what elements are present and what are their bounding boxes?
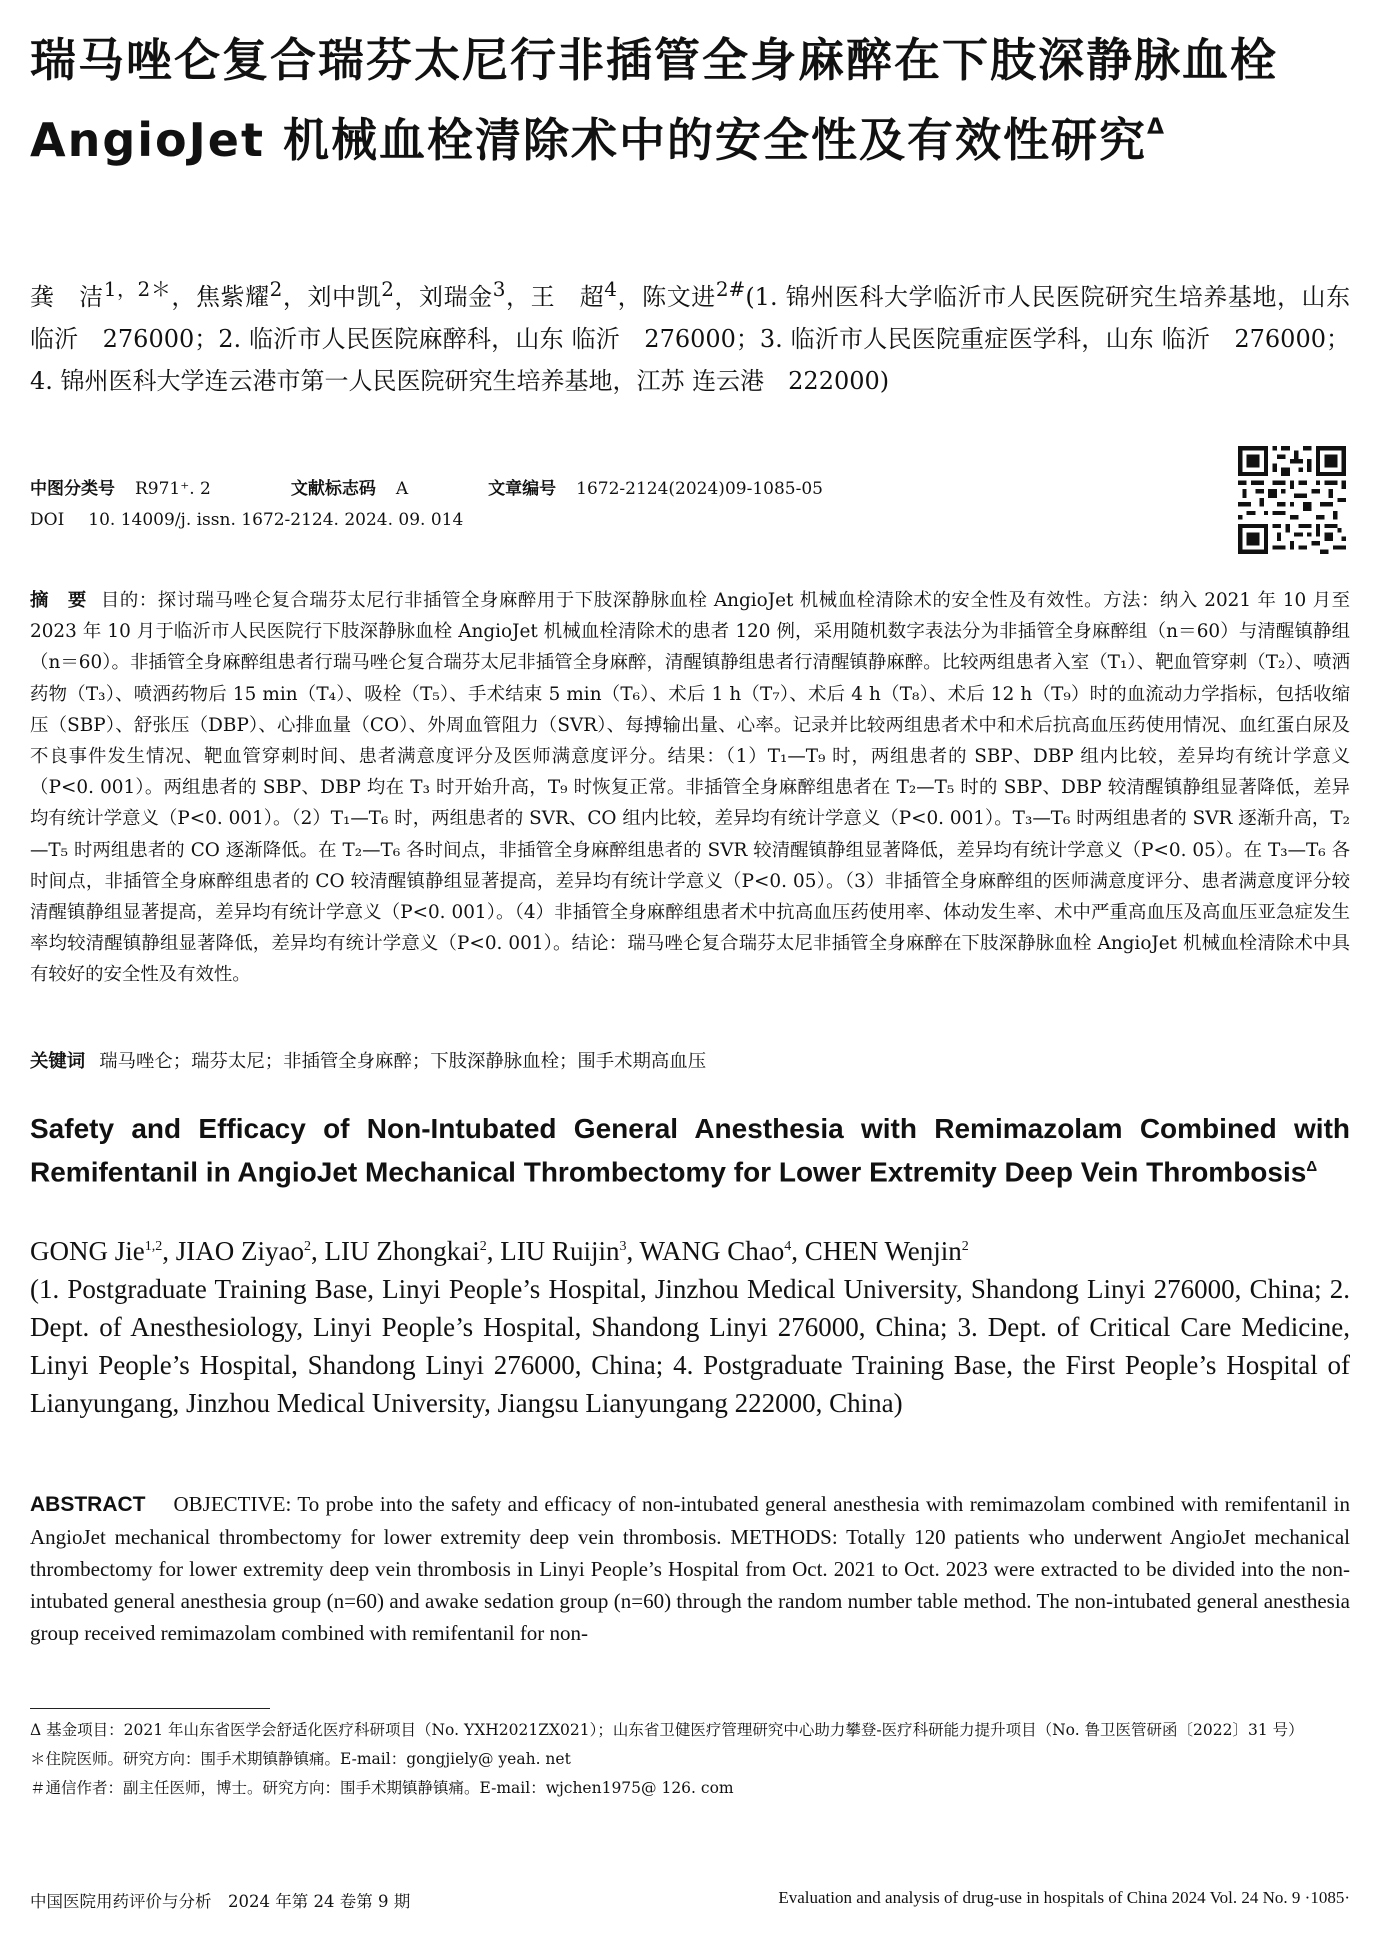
article-number-label: 文章编号 <box>488 479 557 499</box>
english-abstract-label: ABSTRACT <box>30 1493 146 1516</box>
author-name: ，刘瑞金 <box>393 283 493 311</box>
corresponding-author-footnote: ＃通信作者：副主任医师，博士。研究方向：围手术期镇静镇痛。E-mail：wjchen1975@ 126. com <box>30 1779 734 1797</box>
author-affiliation-mark: 2 <box>303 1239 311 1254</box>
author-affiliation-mark: 1,2 <box>144 1239 163 1254</box>
author-affiliation-mark: 4 <box>604 277 618 301</box>
doi-value: 10. 14009/j. issn. 1672-2124. 2024. 09. 014 <box>88 510 464 530</box>
document-code-value: A <box>395 479 409 499</box>
author-name: , CHEN Wenjin <box>791 1236 962 1266</box>
english-authors <box>30 1228 1350 1422</box>
qr-code[interactable] <box>1238 446 1346 554</box>
abstract-label: 摘 要 <box>30 590 87 611</box>
fund-mark: Δ <box>1146 115 1166 140</box>
fund-mark: Δ <box>1306 1158 1318 1175</box>
chinese-authors <box>30 268 1350 402</box>
author-affiliation-mark: 2# <box>715 277 746 301</box>
footnote-divider <box>30 1708 270 1709</box>
chinese-abstract <box>30 585 1350 991</box>
footnotes <box>30 1716 1350 1803</box>
chinese-abstract-text: 目的：探讨瑞马唑仑复合瑞芬太尼行非插管全身麻醉用于下肢深静脉血栓 AngioJet 机械血栓清除术的安全性及有效性。方法：纳入 2021 年 10 月至 2023 年 10 月于临沂市人民医院行下肢深静脉血栓 AngioJet 机械血栓清除术的患者 120 例，采用随机数字表法分为非插管全身麻醉组（n＝60）与清醒镇静组（n＝60）。非插管全身麻醉组患者行瑞马唑仑复合瑞芬太尼非插管全身麻醉，清醒镇静组患者行清醒镇静麻醉。比较两组患者入室（T₁）、靶血管穿刺（T₂）、喷洒药物（T₃）、喷洒药物后 15 min（T₄）、吸栓（T₅）、手术结束 5 min（T₆）、术后 1 h（T₇）、术后 4 h（T₈）、术后 12 h（T₉）时的血流动力学指标，包括收缩压（SBP）、舒张压（DBP）、心排血量（CO）、外周血管阻力（SVR）、每搏输出量、心率。记录并比较两组患者术中和术后抗高血压药使用情况、血红蛋白尿及不良事件发生情况、靶血管穿刺时间、患者满意度评分及医师满意度评分。结果：（1）T₁—T₉ 时，两组患者的 SBP、DBP 组内比较，差异均有统计学意义（P<0. 001）。两组患者的 SBP、DBP 均在 T₃ 时开始升高，T₉ 时恢复正常。非插管全身麻醉组患者在 T₂—T₅ 时的 SBP、DBP 较清醒镇静组显著降低，差异均有统计学意义（P<0. 001）。（2）T₁—T₆ 时，两组患者的 SVR、CO 组内比较，差异均有统计学意义（P<0. 001）。T₃—T₆ 时两组患者的 SVR 逐渐升高，T₂—T₅ 时两组患者的 CO 逐渐降低。在 T₂—T₆ 各时间点，非插管全身麻醉组患者的 SVR 较清醒镇静组显著降低，差异均有统计学意义（P<0. 05）。在 T₃—T₆ 各时间点，非插管全身麻醉组患者的 CO 较清醒镇静组显著提高，差异均有统计学意义（P<0. 05）。（3）非插管全身麻醉组的医师满意度评分、患者满意度评分较清醒镇静组显著提高，差异均有统计学意义（P<0. 001）。（4）非插管全身麻醉组患者术中抗高血压药使用率、体动发生率、术中严重高血压及高血压亚急症发生率均较清醒镇静组显著降低，差异均有统计学意义（P<0. 001）。结论：瑞马唑仑复合瑞芬太尼非插管全身麻醉在下肢深静脉血栓 AngioJet 机械血栓清除术中具有较好的安全性及有效性。 <box>30 590 1350 986</box>
author-name: ，王 超 <box>505 283 605 311</box>
author-affiliation-mark: 3 <box>492 277 506 301</box>
doi-line <box>30 510 463 530</box>
english-affiliations: (1. Postgraduate Training Base, Linyi People’s Hospital, Jinzhou Medical University, Shandong Linyi 276000, China; 2. Dept. of Anesthesiology, Linyi People’s Hospital, Shandong Linyi 276000, China; 3. Dept. of Critical Care Medicine, Linyi People’s Hospital, Shandong Linyi 276000, China; 4. Postgraduate Training Base, the First People’s Hospital of Lianyungang, Jinzhou Medical University, Jiangsu Lianyungang 222000, China) <box>30 1274 1350 1418</box>
chinese-affiliations: (1. 锦州医科大学临沂市人民医院研究生培养基地，山东 临沂 276000；2. 临沂市人民医院麻醉科，山东 临沂 276000；3. 临沂市人民医院重症医学科，山东 临沂 276000；4. 锦州医科大学连云港市第一人民医院研究生培养基地，江苏 连云港 222000) <box>30 283 1351 395</box>
keywords-text: 瑞马唑仑；瑞芬太尼；非插管全身麻醉；下肢深静脉血栓；围手术期高血压 <box>99 1051 707 1072</box>
classification-line <box>30 474 823 499</box>
first-author-footnote: ＊住院医师。研究方向：围手术期镇静镇痛。E-mail：gongjiely@ yeah. net <box>30 1750 571 1768</box>
journal-name-cn: 中国医院用药评价与分析 2024 年第 24 卷第 9 期 <box>30 1892 411 1911</box>
document-code-label: 文献标志码 <box>290 479 376 499</box>
author-affiliation-mark: 2 <box>381 277 394 301</box>
author-name: , LIU Ruijin <box>486 1236 620 1266</box>
author-affiliation-mark: 1，2＊ <box>103 277 172 301</box>
clc-label: 中图分类号 <box>30 479 115 499</box>
chinese-title <box>30 26 1350 174</box>
author-name: , LIU Zhongkai <box>310 1236 480 1266</box>
journal-name-en: Evaluation and analysis of drug-use in hospitals of China 2024 Vol. 24 No. 9 ·1085· <box>778 1888 1350 1907</box>
author-affiliation-mark: 3 <box>619 1239 627 1254</box>
article-number-value: 1672-2124(2024)09-1085-05 <box>576 479 823 499</box>
author-affiliation-mark: 2 <box>479 1239 487 1254</box>
author-name: GONG Jie <box>30 1236 145 1266</box>
english-abstract <box>30 1488 1350 1649</box>
english-title <box>30 1110 1350 1191</box>
english-title-text: Safety and Efficacy of Non-Intubated General Anesthesia with Remimazolam Combined with Remifentanil in AngioJet Mechanical Thrombectomy for Lower Extremity Deep Vein Thrombosis <box>30 1113 1350 1188</box>
author-name: 龚 洁 <box>30 283 104 311</box>
keywords-label: 关键词 <box>30 1051 86 1072</box>
author-name: , WANG Chao <box>626 1236 785 1266</box>
author-name: , JIAO Ziyao <box>162 1236 304 1266</box>
clc-value: R971⁺. 2 <box>135 479 211 499</box>
english-abstract-text: OBJECTIVE: To probe into the safety and efficacy of non-intubated general anesthesia with remimazolam combined with remifentanil in AngioJet mechanical thrombectomy for lower extremity deep vein thrombosis. METHODS: Totally 120 patients who underwent AngioJet mechanical thrombectomy for lower extremity deep vein thrombosis in Linyi People’s Hospital from Oct. 2021 to Oct. 2023 were extracted to be divided into the non-intubated general anesthesia group (n=60) and awake sedation group (n=60) through the random number table method. The non-intubated general anesthesia group received remimazolam combined with remifentanil for non- <box>30 1492 1350 1645</box>
chinese-title-text: 瑞马唑仑复合瑞芬太尼行非插管全身麻醉在下肢深静脉血栓 AngioJet 机械血栓清除术中的安全性及有效性研究 <box>30 33 1278 167</box>
author-affiliation-mark: 2 <box>961 1239 969 1254</box>
fund-footnote: Δ 基金项目：2021 年山东省医学会舒适化医疗科研项目（No. YXH2021ZX021）；山东省卫健医疗管理研究中心助力攀登-医疗科研能力提升项目（No. 鲁卫医管研函〔2022〕31 号） <box>30 1721 1304 1739</box>
chinese-keywords <box>30 1047 1350 1073</box>
doi-label: DOI <box>30 510 65 530</box>
author-name: ，陈文进 <box>617 283 716 311</box>
author-name: ，刘中凯 <box>282 283 382 311</box>
author-affiliation-mark: 4 <box>784 1239 792 1254</box>
author-name: ，焦紫耀 <box>171 283 270 311</box>
author-affiliation-mark: 2 <box>269 277 283 301</box>
